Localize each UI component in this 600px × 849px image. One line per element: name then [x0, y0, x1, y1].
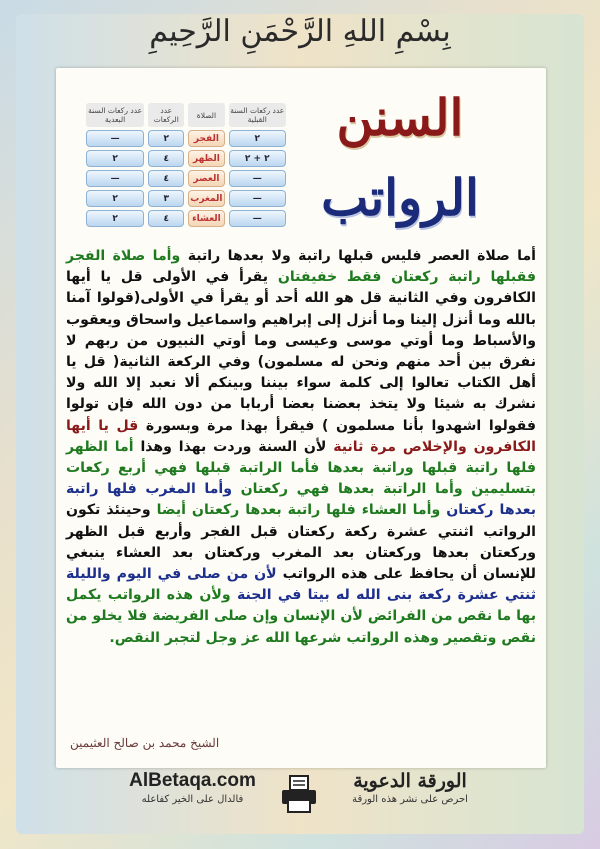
cell-before: ٢ + ٢	[229, 150, 286, 167]
page-title-line2: الرواتب	[321, 168, 479, 227]
body-segment: يقرأ في الأولى قل يا أيها الكافرون وفي الثانية قل هو الله أحد أو يقرأ في الأولى(قولوا آمنا بالله وما أنزل إلينا وما أنزل إلى إبراهيم واسماعيل واسحاق ويعقوب والأسباط وما أوتي موسى وعيسى وما أوتي النبيون من ربهم لا نفرق بين أحد منهم ونحن له مسلمون) وفي الركعة الثانية( قل يا أهل الكتاب تعالوا إلى كلمة سواء بيننا وبينكم ألا نعبد إلا الله ولا نشرك به شيئا ولا يتخذ بعضنا بعضا أربابا من دون الله فإن تولوا فقولوا اشهدوا بأنا مسلمون ) فيقرأ بهذا مرة وبسورة	[66, 269, 536, 434]
table-row	[86, 190, 286, 207]
cell-count: ٤	[148, 210, 184, 227]
header-before: عدد ركعات السنة القبلية	[229, 103, 286, 127]
cell-prayer: العشاء	[188, 210, 224, 227]
body-segment: وأما صلاة الفجر فقبلها راتبة ركعتان فقط خفيفتان	[66, 248, 536, 286]
sunnah-table	[82, 100, 290, 230]
cell-prayer: المغرب	[188, 190, 224, 207]
cell-count: ٤	[148, 170, 184, 187]
body-segment: لأن من صلى في اليوم والليلة ثنتي عشرة ركعة بنى الله له بيتا في الجنة	[66, 566, 537, 604]
table-row	[86, 210, 286, 227]
cell-after: —	[86, 170, 144, 187]
cell-prayer: الظهر	[188, 150, 224, 167]
brand-name: الورقة الدعوية	[353, 770, 467, 792]
cell-before: —	[229, 190, 286, 207]
footer-slogan: فالدال على الخير كفاعله	[141, 794, 244, 805]
cell-after: ٢	[86, 150, 144, 167]
body-segment: لأن السنة وردت بهذا وهذا	[133, 438, 327, 455]
printer-icon	[280, 774, 318, 814]
body-segment: وحينئذ تكون الرواتب اثنتي عشرة ركعة ركعتان قبل الفجر وأربع قبل الظهر وركعتان بعدها وركعتان بعد المغرب وركعتان بعد العشاء ينبغي للإنسان أن يحافظ على هذه الرواتب	[66, 502, 536, 583]
body-segment: ولأن هذه الرواتب يكمل بها ما نقص من الفرائض لأن الإنسان وإن صلى الفريضة فلا يخلو من نقص وتقصير وهذه الرواتب شرعها الله عز وجل لتجبر النقص.	[66, 587, 536, 646]
page-title-line1: السنن	[336, 88, 464, 147]
table-row	[86, 130, 286, 147]
cell-after: ٢	[86, 190, 144, 207]
footer-website	[110, 770, 275, 805]
cell-prayer: الفجر	[188, 130, 224, 147]
table-header-row	[86, 103, 286, 127]
table-row	[86, 170, 286, 187]
header-prayer: الصلاة	[188, 103, 224, 127]
cell-count: ٤	[148, 150, 184, 167]
footer-brand	[330, 770, 490, 805]
body-segment: قل يا أيها الكافرون والإخلاص مرة ثانية	[66, 417, 536, 455]
body-segment: أما صلاة العصر فليس قبلها راتبة ولا بعدها راتبة	[180, 248, 536, 264]
cell-before: —	[229, 210, 286, 227]
website-url[interactable]: AlBetaqa.com	[129, 770, 256, 791]
basmala-heading: بِسْمِ اللهِ الرَّحْمَنِ الرَّحِيمِ	[149, 14, 451, 49]
table-row	[86, 150, 286, 167]
header-after: عدد ركعات السنة البعدية	[86, 103, 144, 127]
body-segment: وأما المغرب فلها راتبة بعدها ركعتان	[66, 481, 536, 519]
article-body	[66, 246, 536, 649]
header-count: عدد الركعات	[148, 103, 184, 127]
cell-after: ٢	[86, 210, 144, 227]
cell-count: ٣	[148, 190, 184, 207]
cell-count: ٢	[148, 130, 184, 147]
body-segment: وأما العشاء فلها راتبة بعدها ركعتان أيضا	[150, 502, 441, 519]
cell-prayer: العصر	[188, 170, 224, 187]
footer	[110, 770, 490, 822]
cell-after: —	[86, 130, 144, 147]
cell-before: —	[229, 170, 286, 187]
body-segment: أما الظهر فلها راتبة قبلها وراتبة بعدها فأما الراتبة قبلها فهي أربع ركعات بتسليمين وأما الراتبة بعدها فهي ركعتان	[66, 438, 536, 498]
brand-subtitle: احرص على نشر هذه الورقة	[352, 794, 468, 805]
cell-before: ٢	[229, 130, 286, 147]
author-signature: الشيخ محمد بن صالح العثيمين	[70, 736, 220, 750]
